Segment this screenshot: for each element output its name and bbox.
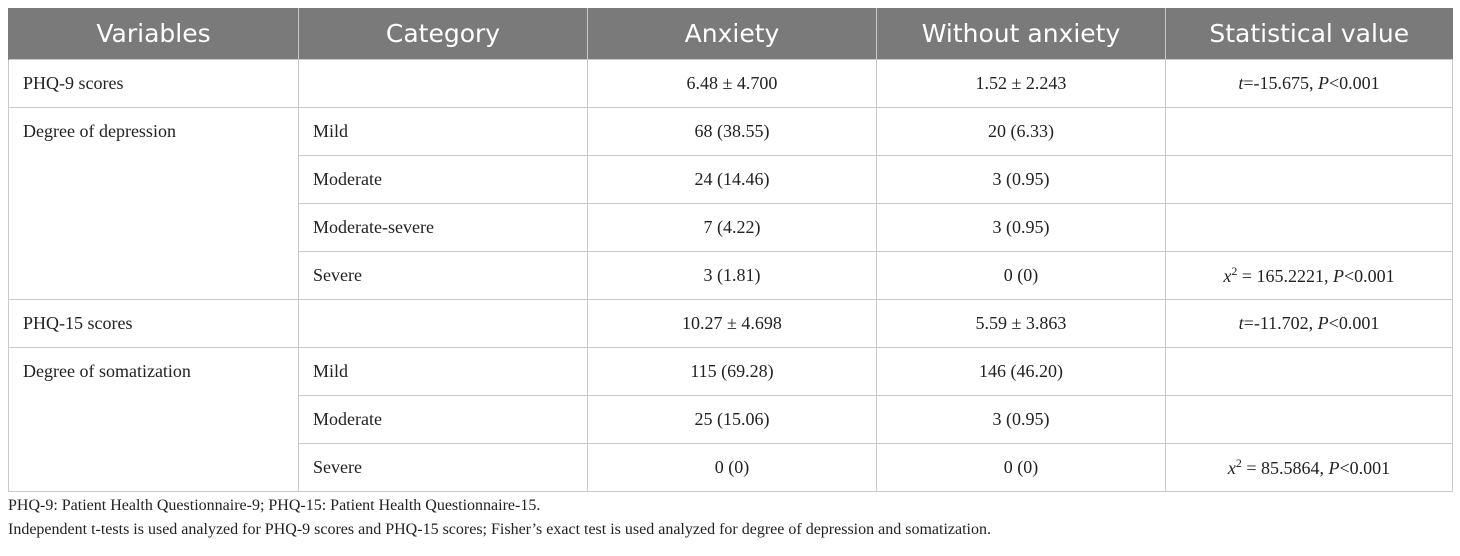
anxiety-cell: 115 (69.28) [588, 348, 877, 396]
variable-cell: Degree of depression [9, 108, 299, 300]
without-anxiety-cell: 0 (0) [877, 444, 1166, 492]
results-table [8, 8, 1453, 492]
stat-symbol: x [1223, 266, 1232, 286]
statistical-value-cell [1166, 396, 1453, 444]
without-anxiety-cell: 5.59 ± 3.863 [877, 300, 1166, 348]
statistical-value-cell [1166, 204, 1453, 252]
statistical-value-cell [1166, 348, 1453, 396]
anxiety-cell: 24 (14.46) [588, 156, 877, 204]
category-cell: Moderate-severe [299, 204, 588, 252]
table-row [9, 348, 1453, 396]
without-anxiety-cell: 1.52 ± 2.243 [877, 60, 1166, 108]
stat-p-value: <0.001 [1344, 266, 1395, 286]
statistical-value-cell [1166, 156, 1453, 204]
without-anxiety-cell: 3 (0.95) [877, 204, 1166, 252]
stat-p-value: <0.001 [1328, 313, 1380, 333]
table-row [9, 300, 1453, 348]
statistical-value-cell [1166, 108, 1453, 156]
footnote-methods: Independent t-tests is used analyzed for PHQ-9 scores and PHQ-15 scores; Fisher’s exact test is used analyzed for degree of depression and somatization. [8, 521, 991, 538]
stat-symbol: x [1227, 458, 1236, 478]
anxiety-cell: 7 (4.22) [588, 204, 877, 252]
category-cell: Severe [299, 444, 588, 492]
header-without-anxiety: Without anxiety [877, 8, 1166, 60]
header-row [9, 8, 1453, 60]
variable-cell: Degree of somatization [9, 348, 299, 492]
stat-p-symbol: P [1317, 313, 1329, 333]
category-cell: Moderate [299, 156, 588, 204]
variable-cell: PHQ-9 scores [9, 60, 299, 108]
anxiety-cell: 3 (1.81) [588, 252, 877, 300]
stat-value: =-11.702, [1243, 313, 1318, 333]
category-cell: Mild [299, 348, 588, 396]
stat-superscript: 2 [1231, 264, 1238, 278]
anxiety-cell: 68 (38.55) [588, 108, 877, 156]
without-anxiety-cell: 0 (0) [877, 252, 1166, 300]
stat-value: =-15.675, [1243, 73, 1318, 93]
stat-symbol: t [1238, 73, 1244, 93]
anxiety-cell: 6.48 ± 4.700 [588, 60, 877, 108]
stat-p-symbol: P [1328, 458, 1340, 478]
statistical-value-cell [1166, 300, 1453, 348]
category-cell: Mild [299, 108, 588, 156]
anxiety-cell: 25 (15.06) [588, 396, 877, 444]
anxiety-cell: 0 (0) [588, 444, 877, 492]
stat-p-symbol: P [1333, 266, 1344, 286]
variable-cell: PHQ-15 scores [9, 300, 299, 348]
results-table-container [8, 8, 1452, 492]
table-row [9, 108, 1453, 156]
statistical-value-cell [1166, 444, 1453, 492]
table-footnotes [8, 494, 1452, 542]
header-anxiety: Anxiety [588, 8, 877, 60]
footnote-abbreviations: PHQ-9: Patient Health Questionnaire-9; PHQ-15: Patient Health Questionnaire-15. [8, 497, 541, 514]
without-anxiety-cell: 20 (6.33) [877, 108, 1166, 156]
statistical-value-cell [1166, 60, 1453, 108]
header-category: Category [299, 8, 588, 60]
category-cell: Moderate [299, 396, 588, 444]
stat-value: = 165.2221, [1237, 266, 1333, 286]
stat-superscript: 2 [1235, 456, 1242, 470]
without-anxiety-cell: 146 (46.20) [877, 348, 1166, 396]
without-anxiety-cell: 3 (0.95) [877, 396, 1166, 444]
category-cell [299, 60, 588, 108]
category-cell [299, 300, 588, 348]
stat-symbol: t [1238, 313, 1244, 333]
stat-p-symbol: P [1318, 73, 1329, 93]
anxiety-cell: 10.27 ± 4.698 [588, 300, 877, 348]
stat-value: = 85.5864, [1241, 458, 1329, 478]
without-anxiety-cell: 3 (0.95) [877, 156, 1166, 204]
statistical-value-cell [1166, 252, 1453, 300]
category-cell: Severe [299, 252, 588, 300]
header-statistical-value: Statistical value [1166, 8, 1453, 60]
stat-p-value: <0.001 [1339, 458, 1391, 478]
table-row [9, 60, 1453, 108]
header-variables: Variables [9, 8, 299, 60]
stat-p-value: <0.001 [1329, 73, 1380, 93]
